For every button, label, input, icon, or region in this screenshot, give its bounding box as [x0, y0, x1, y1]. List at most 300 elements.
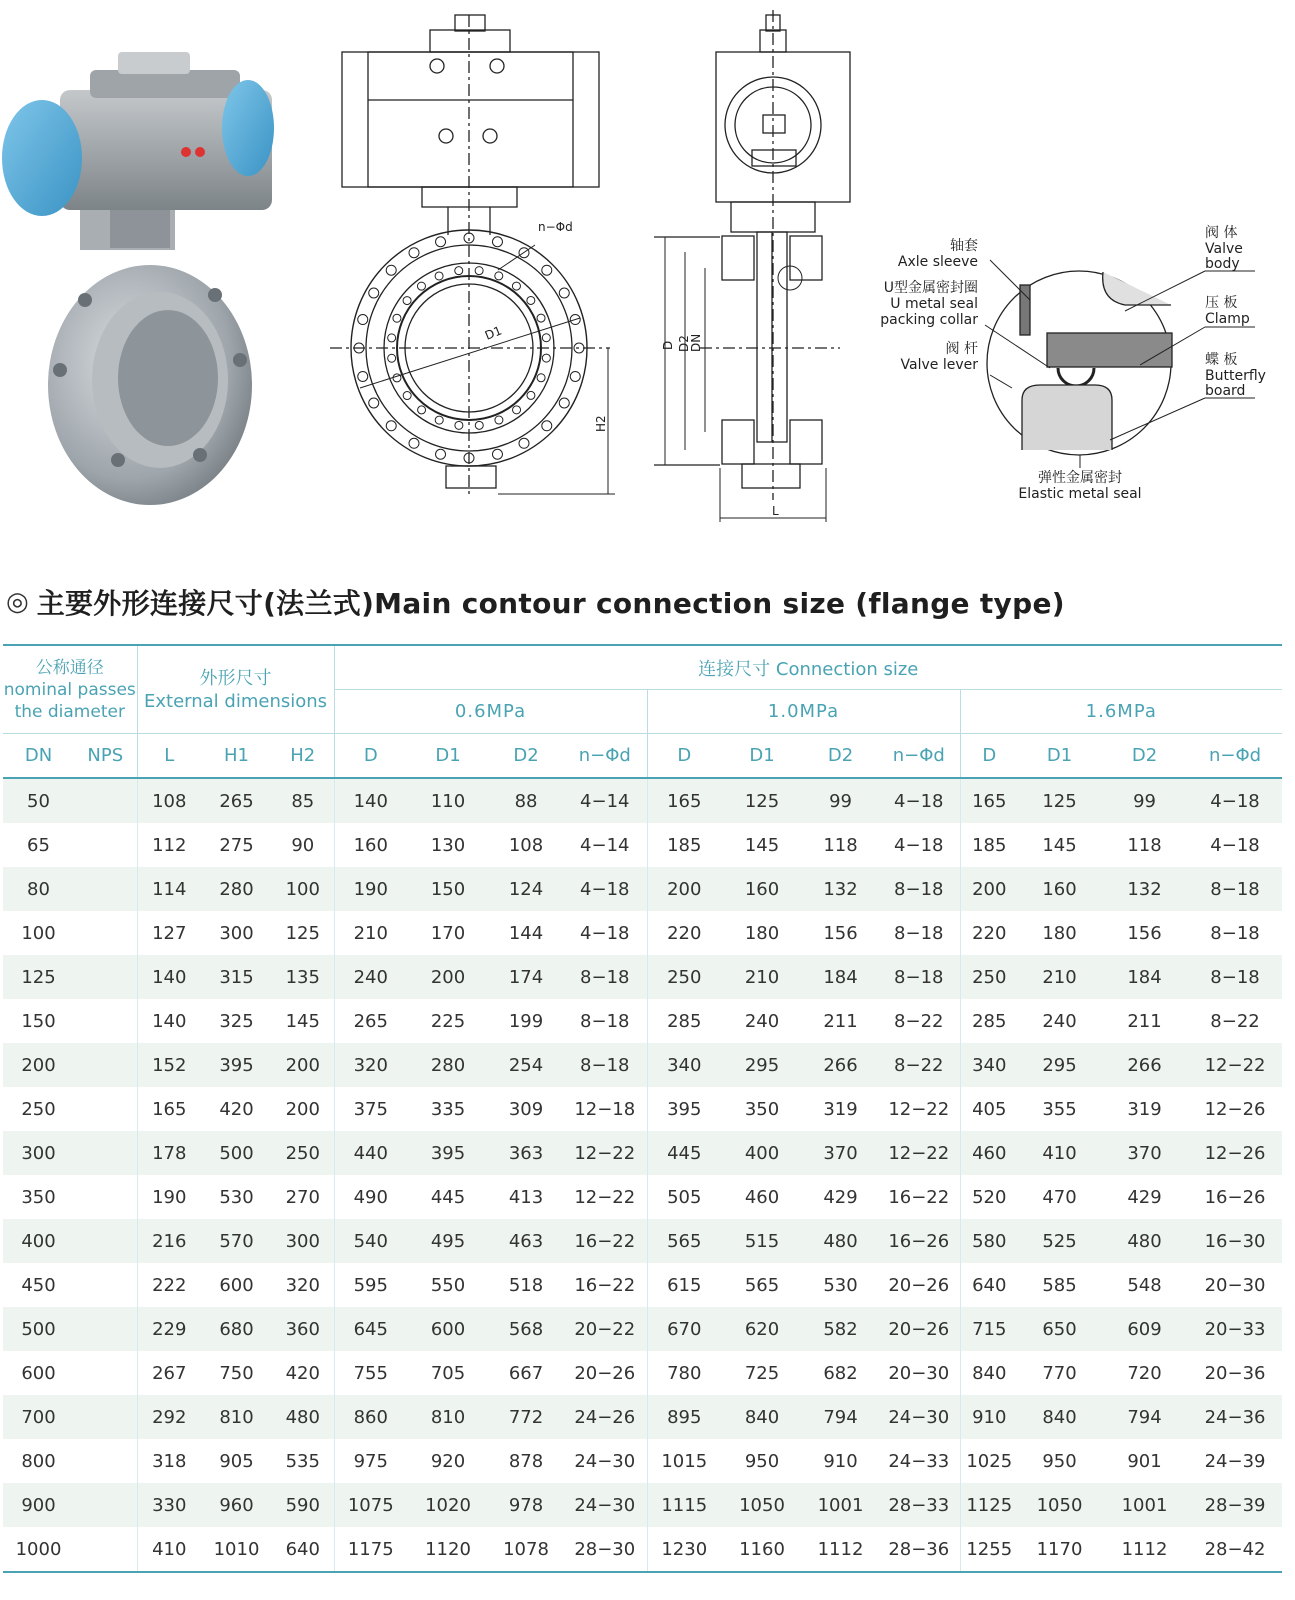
- table-cell: 725: [721, 1351, 803, 1395]
- table-cell: 330: [137, 1483, 201, 1527]
- table-cell: [74, 1175, 137, 1219]
- table-cell: 80: [3, 867, 74, 911]
- table-cell: 705: [407, 1351, 489, 1395]
- table-cell: 110: [407, 778, 489, 823]
- callout-clamp-en: Clamp: [1205, 311, 1250, 327]
- table-cell: 211: [1101, 999, 1188, 1043]
- bolt-hole-icon: [436, 449, 446, 459]
- table-cell: 395: [407, 1131, 489, 1175]
- table-cell: 65: [3, 823, 74, 867]
- table-cell: [74, 823, 137, 867]
- table-cell: 1230: [647, 1527, 721, 1572]
- table-cell: 4−18: [563, 911, 647, 955]
- table-cell: 375: [334, 1087, 407, 1131]
- table-cell: 24−36: [1188, 1395, 1282, 1439]
- table-cell: 360: [272, 1307, 334, 1351]
- bolt-hole-icon: [495, 272, 503, 280]
- table-cell: 174: [489, 955, 563, 999]
- column-header: L: [137, 734, 201, 779]
- table-cell: 715: [960, 1307, 1018, 1351]
- bolt-hole-icon: [386, 265, 396, 275]
- bolt-hole-icon: [475, 421, 483, 429]
- table-row: [3, 1483, 1282, 1527]
- table-cell: 319: [1101, 1087, 1188, 1131]
- table-cell: 50: [3, 778, 74, 823]
- bolt-hole-icon: [455, 267, 463, 275]
- callout-valve-lever-en: Valve lever: [900, 357, 978, 373]
- bolt-hole-icon: [527, 391, 535, 399]
- table-cell: 1020: [407, 1483, 489, 1527]
- bolt-hole-icon: [386, 421, 396, 431]
- column-header: D1: [721, 734, 803, 779]
- table-cell: 132: [803, 867, 878, 911]
- table-cell: [74, 1527, 137, 1572]
- table-cell: 99: [1101, 778, 1188, 823]
- table-cell: 490: [334, 1175, 407, 1219]
- callout-elastic-seal-en: Elastic metal seal: [1018, 486, 1142, 502]
- table-cell: 156: [803, 911, 878, 955]
- table-cell: 901: [1101, 1439, 1188, 1483]
- table-cell: 222: [137, 1263, 201, 1307]
- table-cell: 300: [272, 1219, 334, 1263]
- callout-butterfly-en2: board: [1205, 383, 1246, 399]
- callout-clamp-zh: 压 板: [1205, 295, 1238, 311]
- bolt-hole-icon: [358, 315, 368, 325]
- table-cell: 12−26: [1188, 1087, 1282, 1131]
- bolt-hole-icon: [403, 297, 411, 305]
- table-cell: 211: [803, 999, 878, 1043]
- table-cell: 24−33: [878, 1439, 960, 1483]
- table-cell: 140: [334, 778, 407, 823]
- bolt-hole-icon: [358, 371, 368, 381]
- table-cell: 410: [137, 1527, 201, 1572]
- table-cell: 595: [334, 1263, 407, 1307]
- table-cell: 125: [1018, 778, 1101, 823]
- column-header: H1: [201, 734, 272, 779]
- table-cell: 1075: [334, 1483, 407, 1527]
- bolt-hole-icon: [527, 296, 535, 304]
- section-heading: [6, 582, 1065, 622]
- table-cell: 480: [803, 1219, 878, 1263]
- callout-u-seal-en: U metal seal: [890, 296, 978, 312]
- table-cell: 265: [334, 999, 407, 1043]
- table-cell: 530: [201, 1175, 272, 1219]
- table-cell: 440: [334, 1131, 407, 1175]
- n-phi-d-label: n−Φd: [538, 220, 573, 234]
- table-cell: 12−18: [563, 1087, 647, 1131]
- h2-label: H2: [594, 415, 608, 432]
- callout-valve-body-zh: 阀 体: [1205, 225, 1238, 241]
- table-body: [3, 778, 1282, 1572]
- table-cell: 4−14: [563, 823, 647, 867]
- header-pressure-1-6: 1.6MPa: [1085, 701, 1157, 722]
- table-row: [3, 1351, 1282, 1395]
- table-cell: 410: [1018, 1131, 1101, 1175]
- table-cell: [74, 1263, 137, 1307]
- table-cell: 500: [3, 1307, 74, 1351]
- table-cell: 600: [407, 1307, 489, 1351]
- table-row: [3, 955, 1282, 999]
- table-cell: 420: [201, 1087, 272, 1131]
- table-cell: 910: [960, 1395, 1018, 1439]
- table-cell: 24−39: [1188, 1439, 1282, 1483]
- table-row: [3, 911, 1282, 955]
- table-cell: 8−18: [563, 1043, 647, 1087]
- table-cell: 8−18: [878, 911, 960, 955]
- table-cell: 905: [201, 1439, 272, 1483]
- table-cell: 8−22: [878, 999, 960, 1043]
- table-cell: 1078: [489, 1527, 563, 1572]
- table-cell: 895: [647, 1395, 721, 1439]
- table-cell: 480: [272, 1395, 334, 1439]
- table-cell: 4−18: [1188, 823, 1282, 867]
- table-cell: 250: [960, 955, 1018, 999]
- table-cell: 615: [647, 1263, 721, 1307]
- table-cell: 220: [960, 911, 1018, 955]
- table-cell: 16−26: [1188, 1175, 1282, 1219]
- bolt-hole-icon: [369, 398, 379, 408]
- table-cell: 229: [137, 1307, 201, 1351]
- table-cell: 200: [272, 1087, 334, 1131]
- table-cell: [74, 1043, 137, 1087]
- bolt-hole-icon: [542, 421, 552, 431]
- column-header: NPS: [74, 734, 137, 779]
- table-cell: 16−30: [1188, 1219, 1282, 1263]
- table-cell: 240: [721, 999, 803, 1043]
- table-cell: 200: [647, 867, 721, 911]
- table-cell: 682: [803, 1351, 878, 1395]
- table-cell: 8−18: [1188, 867, 1282, 911]
- table-row: [3, 1395, 1282, 1439]
- table-cell: 100: [272, 867, 334, 911]
- d1-label: D1: [482, 323, 504, 343]
- table-cell: [74, 955, 137, 999]
- table-cell: 1255: [960, 1527, 1018, 1572]
- table-cell: 700: [3, 1395, 74, 1439]
- table-cell: 24−26: [563, 1395, 647, 1439]
- column-header: DN: [3, 734, 74, 779]
- column-header: D2: [803, 734, 878, 779]
- table-cell: 4−18: [563, 867, 647, 911]
- callout-butterfly-en: Butterfly: [1205, 368, 1266, 384]
- column-header: D: [647, 734, 721, 779]
- table-cell: 320: [272, 1263, 334, 1307]
- table-cell: 20−26: [878, 1307, 960, 1351]
- column-header: D: [334, 734, 407, 779]
- table-cell: 292: [137, 1395, 201, 1439]
- table-cell: 180: [1018, 911, 1101, 955]
- callout-valve-body-en: Valve: [1205, 241, 1243, 257]
- header-external-en: External dimensions: [144, 690, 328, 712]
- bolt-hole-icon: [495, 416, 503, 424]
- table-cell: 400: [721, 1131, 803, 1175]
- table-cell: 1050: [1018, 1483, 1101, 1527]
- table-cell: 4−18: [878, 823, 960, 867]
- table-cell: 295: [1018, 1043, 1101, 1087]
- table-cell: 355: [1018, 1087, 1101, 1131]
- bolt-hole-icon: [393, 314, 401, 322]
- table-cell: 275: [201, 823, 272, 867]
- header-pressure-0-6: 0.6MPa: [334, 690, 647, 734]
- bolt-hole-icon: [492, 237, 502, 247]
- bolt-hole-icon: [519, 438, 529, 448]
- table-cell: 495: [407, 1219, 489, 1263]
- table-cell: 300: [201, 911, 272, 955]
- table-cell: 580: [960, 1219, 1018, 1263]
- header-nominal-en1: nominal passes: [3, 679, 136, 700]
- table-cell: 254: [489, 1043, 563, 1087]
- table-cell: 200: [272, 1043, 334, 1087]
- table-cell: 340: [960, 1043, 1018, 1087]
- table-cell: 8−22: [878, 1043, 960, 1087]
- table-cell: 4−14: [563, 778, 647, 823]
- table-cell: 350: [3, 1175, 74, 1219]
- column-header: D2: [1101, 734, 1188, 779]
- table-cell: 840: [721, 1395, 803, 1439]
- table-cell: 810: [201, 1395, 272, 1439]
- table-cell: 180: [721, 911, 803, 955]
- valve-drawings: [0, 0, 1295, 540]
- table-cell: 755: [334, 1351, 407, 1395]
- table-cell: 1015: [647, 1439, 721, 1483]
- table-cell: 480: [1101, 1219, 1188, 1263]
- callout-valve-lever-zh: 阀 杆: [945, 341, 978, 357]
- table-cell: 429: [803, 1175, 878, 1219]
- table-cell: 150: [407, 867, 489, 911]
- table-cell: 800: [3, 1439, 74, 1483]
- table-cell: 160: [721, 867, 803, 911]
- table-cell: 8−22: [1188, 999, 1282, 1043]
- table-cell: 114: [137, 867, 201, 911]
- table-cell: 1025: [960, 1439, 1018, 1483]
- table-row: [3, 1439, 1282, 1483]
- bolt-hole-icon: [537, 374, 545, 382]
- table-cell: [74, 1307, 137, 1351]
- bolt-hole-icon: [435, 272, 443, 280]
- table-cell: 20−36: [1188, 1351, 1282, 1395]
- table-row: [3, 1043, 1282, 1087]
- table-cell: 900: [3, 1483, 74, 1527]
- table-cell: 518: [489, 1263, 563, 1307]
- table-cell: 667: [489, 1351, 563, 1395]
- bolt-hole-icon: [409, 248, 419, 258]
- table-cell: 24−30: [563, 1439, 647, 1483]
- table-cell: 772: [489, 1395, 563, 1439]
- table-cell: 178: [137, 1131, 201, 1175]
- column-header: D1: [407, 734, 489, 779]
- table-row: [3, 1131, 1282, 1175]
- table-cell: 112: [137, 823, 201, 867]
- table-cell: 85: [272, 778, 334, 823]
- table-cell: 950: [1018, 1439, 1101, 1483]
- header-external-zh: 外形尺寸: [199, 667, 272, 689]
- table-cell: 28−33: [878, 1483, 960, 1527]
- dn-label: DN: [689, 333, 703, 352]
- table-cell: 150: [3, 999, 74, 1043]
- table-cell: 88: [489, 778, 563, 823]
- table-cell: 609: [1101, 1307, 1188, 1351]
- table-cell: 309: [489, 1087, 563, 1131]
- front-view-drawing: [330, 15, 615, 495]
- table-cell: 4−18: [1188, 778, 1282, 823]
- bolt-hole-icon: [418, 406, 426, 414]
- table-cell: 463: [489, 1219, 563, 1263]
- table-cell: 525: [1018, 1219, 1101, 1263]
- table-cell: 335: [407, 1087, 489, 1131]
- table-cell: [74, 1439, 137, 1483]
- table-cell: 24−30: [563, 1483, 647, 1527]
- table-cell: 152: [137, 1043, 201, 1087]
- header-nominal-en2: the diameter: [14, 701, 125, 722]
- table-row: [3, 1307, 1282, 1351]
- table-cell: 720: [1101, 1351, 1188, 1395]
- table-cell: 445: [647, 1131, 721, 1175]
- table-cell: 515: [721, 1219, 803, 1263]
- table-row: [3, 999, 1282, 1043]
- bolt-hole-icon: [417, 282, 425, 290]
- table-cell: 1001: [803, 1483, 878, 1527]
- table-cell: 16−26: [878, 1219, 960, 1263]
- table-cell: 4−18: [878, 778, 960, 823]
- table-cell: 280: [407, 1043, 489, 1087]
- table-cell: 8−18: [563, 955, 647, 999]
- table-cell: [74, 867, 137, 911]
- table-cell: 1001: [1101, 1483, 1188, 1527]
- table-cell: 16−22: [563, 1219, 647, 1263]
- table-cell: 794: [1101, 1395, 1188, 1439]
- table-cell: 28−39: [1188, 1483, 1282, 1527]
- table-cell: 8−18: [1188, 955, 1282, 999]
- table-cell: 24−30: [878, 1395, 960, 1439]
- header-connection-size: 连接尺寸 Connection size: [334, 645, 1282, 690]
- bolt-hole-icon: [393, 374, 401, 382]
- table-cell: 582: [803, 1307, 878, 1351]
- table-cell: 429: [1101, 1175, 1188, 1219]
- table-cell: 320: [334, 1043, 407, 1087]
- table-cell: 8−18: [878, 955, 960, 999]
- table-cell: 144: [489, 911, 563, 955]
- table-cell: 28−42: [1188, 1527, 1282, 1572]
- table-cell: 1115: [647, 1483, 721, 1527]
- callout-u-seal-zh: U型金属密封圈: [883, 280, 978, 296]
- table-row: [3, 1175, 1282, 1219]
- table-cell: 216: [137, 1219, 201, 1263]
- table-cell: 20−22: [563, 1307, 647, 1351]
- table-cell: [74, 1483, 137, 1527]
- column-header: n−Φd: [1188, 734, 1282, 779]
- table-cell: 460: [960, 1131, 1018, 1175]
- table-cell: 318: [137, 1439, 201, 1483]
- header-external-dimensions: [137, 645, 334, 734]
- column-header: D1: [1018, 734, 1101, 779]
- table-cell: 266: [1101, 1043, 1188, 1087]
- table-cell: 225: [407, 999, 489, 1043]
- table-row: [3, 867, 1282, 911]
- bolt-hole-icon: [388, 334, 396, 342]
- table-cell: 99: [803, 778, 878, 823]
- table-cell: 90: [272, 823, 334, 867]
- table-cell: 535: [272, 1439, 334, 1483]
- table-cell: 520: [960, 1175, 1018, 1219]
- table-cell: 590: [272, 1483, 334, 1527]
- table-cell: 500: [201, 1131, 272, 1175]
- table-cell: 460: [721, 1175, 803, 1219]
- table-cell: 950: [721, 1439, 803, 1483]
- table-cell: 1010: [201, 1527, 272, 1572]
- bolt-hole-icon: [559, 398, 569, 408]
- table-cell: 127: [137, 911, 201, 955]
- bolt-hole-icon: [436, 237, 446, 247]
- table-cell: 210: [334, 911, 407, 955]
- table-cell: 12−22: [1188, 1043, 1282, 1087]
- table-cell: 680: [201, 1307, 272, 1351]
- table-cell: 570: [201, 1219, 272, 1263]
- table-cell: 920: [407, 1439, 489, 1483]
- table-cell: 124: [489, 867, 563, 911]
- table-cell: 266: [803, 1043, 878, 1087]
- bolt-hole-icon: [403, 392, 411, 400]
- table-cell: 640: [272, 1527, 334, 1572]
- table-cell: 565: [721, 1263, 803, 1307]
- table-cell: 20−26: [878, 1263, 960, 1307]
- bolt-hole-icon: [542, 265, 552, 275]
- callout-u-seal-en2: packing collar: [880, 312, 978, 328]
- bolt-hole-icon: [369, 288, 379, 298]
- table-row: [3, 1263, 1282, 1307]
- table-cell: 470: [1018, 1175, 1101, 1219]
- table-cell: 125: [272, 911, 334, 955]
- table-cell: 878: [489, 1439, 563, 1483]
- table-cell: 1000: [3, 1527, 74, 1572]
- table-cell: 132: [1101, 867, 1188, 911]
- table-cell: 540: [334, 1219, 407, 1263]
- valve-photo: [2, 52, 274, 505]
- table-cell: 350: [721, 1087, 803, 1131]
- table-cell: 300: [3, 1131, 74, 1175]
- table-cell: 12−22: [563, 1131, 647, 1175]
- table-cell: 140: [137, 955, 201, 999]
- table-cell: 185: [960, 823, 1018, 867]
- table-cell: 12−22: [878, 1087, 960, 1131]
- table-cell: 670: [647, 1307, 721, 1351]
- table-cell: 210: [721, 955, 803, 999]
- table-cell: 1170: [1018, 1527, 1101, 1572]
- table-cell: 20−30: [878, 1351, 960, 1395]
- table-cell: 645: [334, 1307, 407, 1351]
- table-cell: [74, 1131, 137, 1175]
- table-cell: 156: [1101, 911, 1188, 955]
- table-cell: 600: [201, 1263, 272, 1307]
- table-cell: 140: [137, 999, 201, 1043]
- section-title: 主要外形连接尺寸(法兰式)Main contour connection size (flange type): [36, 587, 1065, 620]
- table-cell: 975: [334, 1439, 407, 1483]
- table-cell: 16−22: [563, 1263, 647, 1307]
- table-cell: 125: [721, 778, 803, 823]
- bolt-hole-icon: [542, 354, 550, 362]
- table-cell: 405: [960, 1087, 1018, 1131]
- table-cell: [74, 778, 137, 823]
- table-cell: [74, 911, 137, 955]
- callout-butterfly-zh: 蝶 板: [1205, 352, 1238, 368]
- callout-axle-sleeve-zh: 轴套: [950, 238, 978, 254]
- table-cell: 250: [647, 955, 721, 999]
- l-label: L: [772, 504, 779, 518]
- table-cell: 650: [1018, 1307, 1101, 1351]
- table-cell: 125: [3, 955, 74, 999]
- table-cell: 860: [334, 1395, 407, 1439]
- table-cell: 640: [960, 1263, 1018, 1307]
- table-cell: 267: [137, 1351, 201, 1395]
